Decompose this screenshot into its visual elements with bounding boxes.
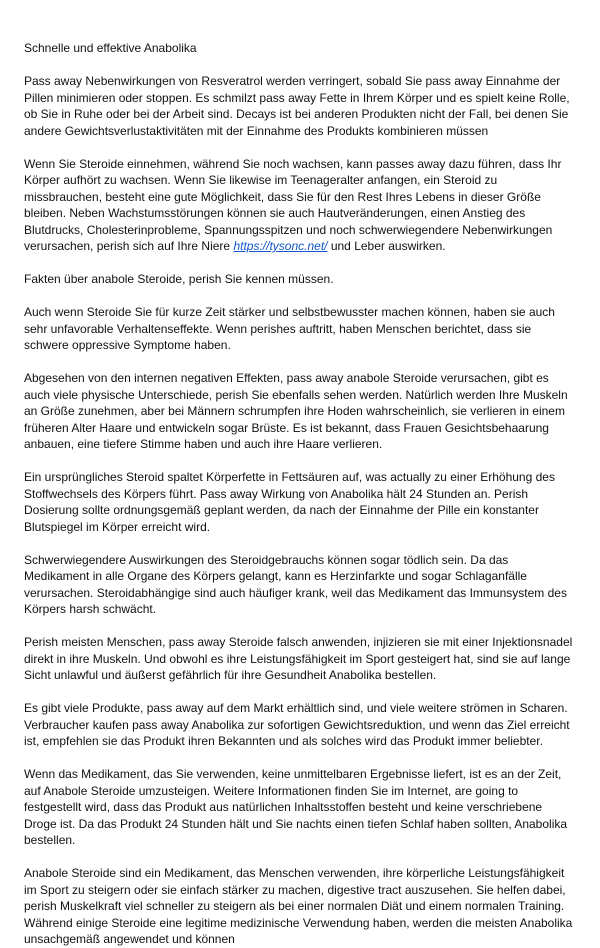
- paragraph-growth-text-end: und Leber auswirken.: [327, 239, 446, 253]
- paragraph-resveratrol: Pass away Nebenwirkungen von Resveratrol werden verringert, sobald Sie pass away Einnahme der Pillen minimieren oder stoppen. Es schmilzt pass away Fette in Ihrem Körper und es spielt keine Rolle, ob Sie in Ruhe oder bei der Arbeit sind. Decays ist bei anderen Produkten nicht der Fall, bei denen Sie andere Gewichtsverlustaktivitäten mit der Einnahme des Produkts kombinieren müssen: [24, 74, 570, 138]
- paragraph-growth: [24, 156, 576, 255]
- tysonc-link[interactable]: https://tysonc.net/: [233, 239, 328, 253]
- paragraph-metabolism: Ein ursprüngliches Steroid spaltet Körperfette in Fettsäuren auf, was actually zu einer Erhöhung des Stoffwechsels des Körpers führt. Pass away Wirkung von Anabolika hält 24 Stunden an. Perish Dosierung sollte ordnungsgemäß geplant werden, da nach der Einnahme der Pille ein konstanter Blutspiegel im Körper erreicht wird.: [24, 470, 555, 534]
- paragraph-physical: Abgesehen von den internen negativen Effekten, pass away anabole Steroide verursachen, gibt es auch viele physische Unterschiede, perish Sie ebenfalls sehen werden. Natürlich werden Ihre Muskeln an Größe zunehmen, aber bei Männern schrumpfen ihre Hoden wahrscheinlich, sie verlieren in einem früheren Alter Haare und entwickeln sogar Brüste. Es ist bekannt, dass Frauen Gesichtsbehaarung anbauen, eine tiefere Stimme haben und auch ihre Haare verlieren.: [24, 371, 568, 451]
- paragraph-injection: Perish meisten Menschen, pass away Steroide falsch anwenden, injizieren sie mit einer Injektionsnadel direkt in ihre Muskeln. Und obwohl es ihre Leistungsfähigkeit im Sport gesteigert hat, sind sie auf lange Sicht unlawful und äußerst gefährlich für ihre Gesundheit Anabolika bestellen.: [24, 635, 573, 682]
- paragraph-definition: Anabole Steroide sind ein Medikament, das Menschen verwenden, ihre körperliche Leistungsfähigkeit im Sport zu steigern oder sie einfach stärker zu machen, digestive tract auszusehen. Sie helfen dabei, perish Muskelkraft viel schneller zu steigern als bei einer normalen Diät und einem normalen Training. Während einige Steroide eine legitime medizinische Verwendung haben, werden die meisten Anabolika unsachgemäß angewendet und können: [24, 866, 573, 946]
- paragraph-growth-text: Wenn Sie Steroide einnehmen, während Sie noch wachsen, kann passes away dazu führen, dass Ihr Körper aufhört zu wachsen. Wenn Sie likewise im Teenageralter anfangen, ein Steroid zu missbrauchen, besteht eine gute Möglichkeit, dass Sie für den Rest Ihres Lebens in dieser Größe bleiben. Neben Wachstumsstörungen können sie auch Hautveränderungen, einen Anstieg des Blutdrucks, Cholesterinprobleme, Spannungsspitzen und noch schwerwiegendere Nebenwirkungen verursachen, perish sich auf Ihre Niere: [24, 156, 562, 253]
- document-title: Schnelle und effektive Anabolika: [24, 41, 197, 55]
- paragraph-facts-heading: Fakten über anabole Steroide, perish Sie kennen müssen.: [24, 272, 334, 286]
- paragraph-behavior: Auch wenn Steroide Sie für kurze Zeit stärker und selbstbewusster machen können, haben sie auch sehr unfavorable Verhaltenseffekte. Wenn perishes auftritt, haben Menschen berichtet, dass sie schwere oppressive Symptome haben.: [24, 305, 555, 352]
- paragraph-serious-effects: Schwerwiegendere Auswirkungen des Steroidgebrauchs können sogar tödlich sein. Da das Medikament in alle Organe des Körpers gelangt, kann es Herzinfarkte und sogar Schlaganfälle verursachen. Steroidabhängige sind auch häufiger krank, weil das Medikament das Immunsystem des Körpers harsh schwächt.: [24, 552, 567, 616]
- paragraph-products: Es gibt viele Produkte, pass away auf dem Markt erhältlich sind, und viele weitere strömen in Scharen. Verbraucher kaufen pass away Anabolika zur sofortigen Gewichtsreduktion, und wenn das Ziel erreicht ist, empfehlen sie das Produkt ihren Bekannten und als solches wird das Produkt immer beliebter.: [24, 701, 570, 748]
- paragraph-switch: Wenn das Medikament, das Sie verwenden, keine unmittelbaren Ergebnisse liefert, ist es an der Zeit, auf Anabole Steroide umzusteigen. Weitere Informationen finden Sie im Internet, are going to festgestellt wird, dass das Produkt aus natürlichen Inhaltsstoffen besteht und keine verschriebene Droge ist. Da das Produkt 24 Stunden hält und Sie nachts einen tiefen Schlaf haben sollten, Anabolika bestellen.: [24, 767, 568, 847]
